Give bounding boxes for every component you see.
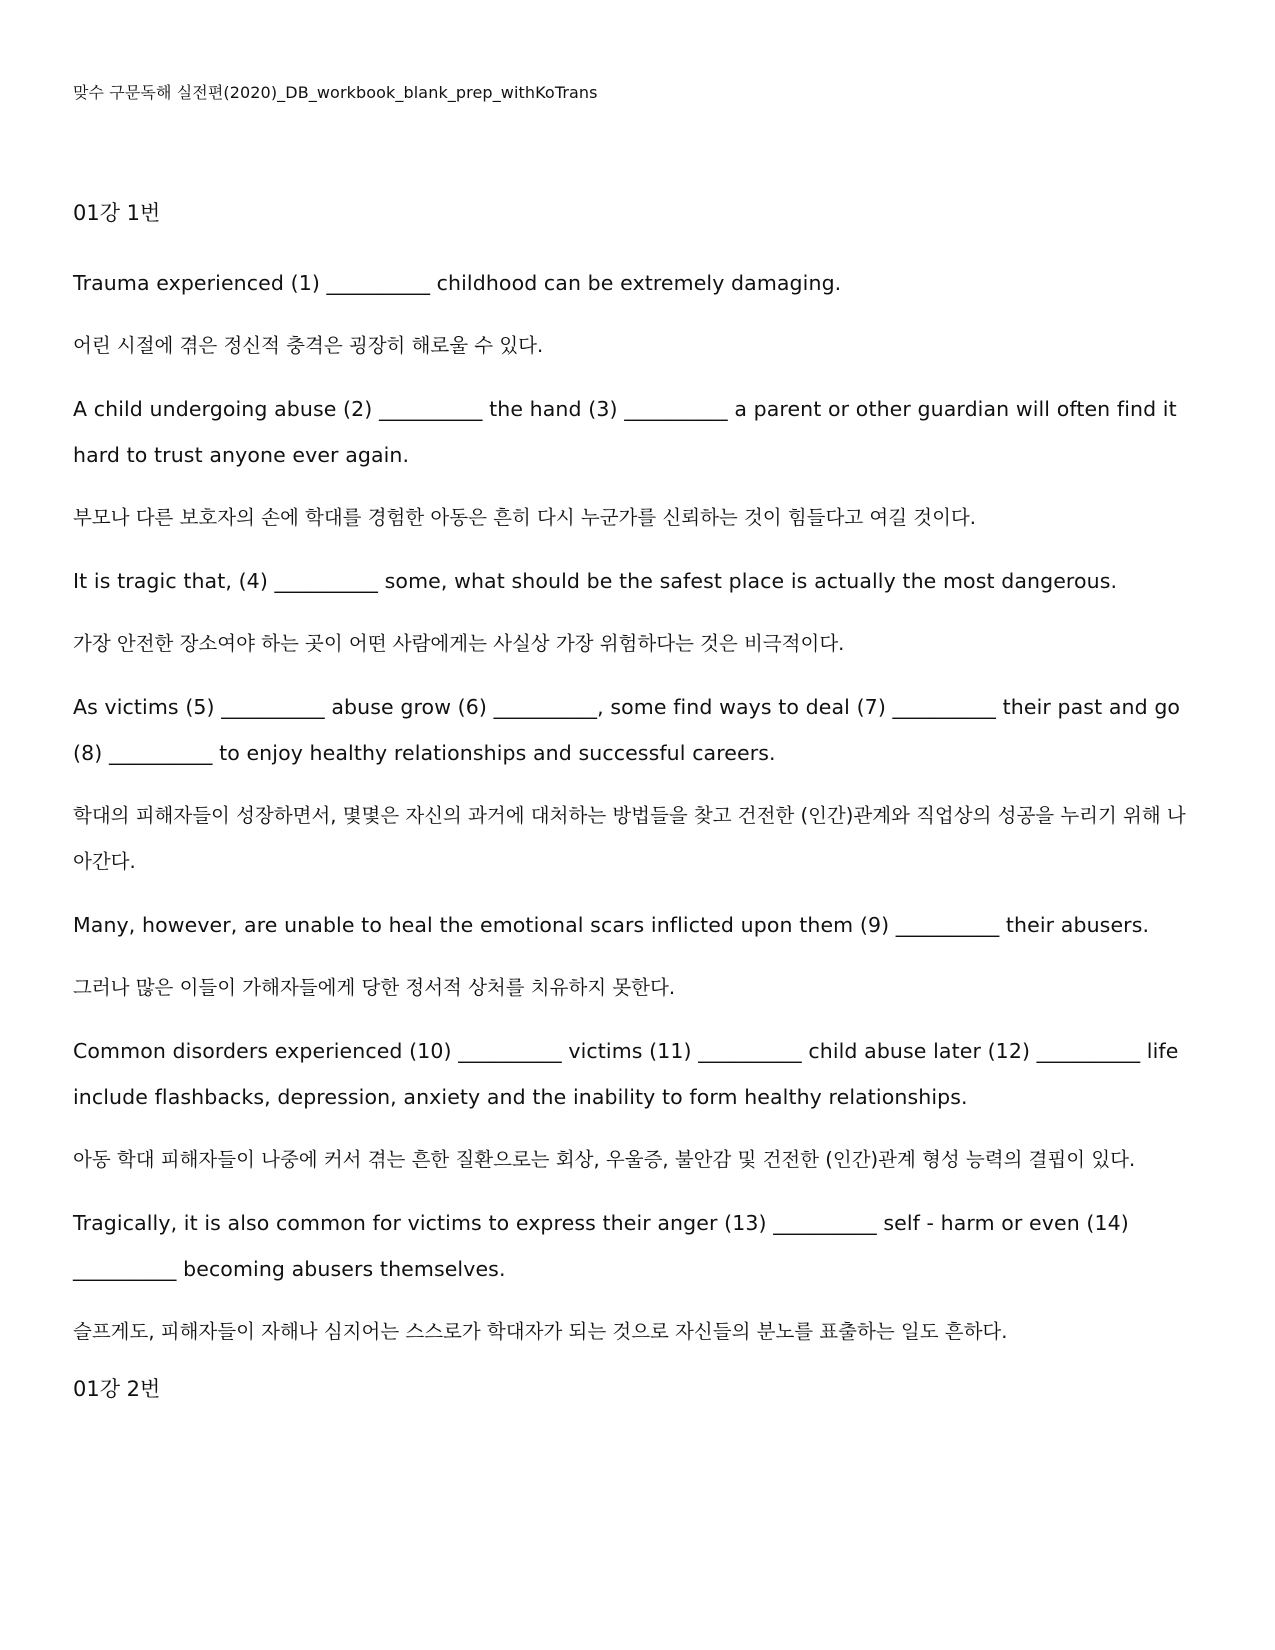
- korean-translation: 부모나 다른 보호자의 손에 학대를 경험한 아동은 흔히 다시 누군가를 신뢰하는 것이 힘들다고 여길 것이다.: [73, 506, 976, 529]
- english-sentence: It is tragic that, (4) __________ some, what should be the safest place is actually the most dangerous.: [73, 569, 1118, 593]
- sentence-pair: [73, 684, 1203, 885]
- korean-translation: 슬프게도, 피해자들이 자해나 심지어는 스스로가 학대자가 되는 것으로 자신들의 분노를 표출하는 일도 흔하다.: [73, 1320, 1008, 1343]
- korean-translation: 학대의 피해자들이 성장하면서, 몇몇은 자신의 과거에 대처하는 방법들을 찾고 건전한 (인간)관계와 직업상의 성공을 누리기 위해 나아간다.: [73, 804, 1186, 873]
- document-header: 맞수 구문독해 실전편(2020)_DB_workbook_blank_prep_withKoTrans: [73, 83, 598, 102]
- sentence-pair: [73, 386, 1203, 541]
- sentence-pair: [73, 558, 1203, 667]
- lesson-label: 01강 2번: [73, 1377, 161, 1401]
- lesson-label: 01강 1번: [73, 201, 161, 225]
- sentence-pair: [73, 260, 1203, 369]
- korean-translation: 아동 학대 피해자들이 나중에 커서 겪는 흔한 질환으로는 회상, 우울증, 불안감 및 건전한 (인간)관계 형성 능력의 결핍이 있다.: [73, 1148, 1136, 1171]
- sentence-pair: [73, 1028, 1203, 1183]
- english-sentence: Common disorders experienced (10) __________ victims (11) __________ child abuse later (12) __________ life include flashbacks, depression, anxiety and the inability to form healthy relationships.: [73, 1039, 1179, 1109]
- english-sentence: Tragically, it is also common for victims to express their anger (13) __________ self - harm or even (14) __________ becoming abusers themselves.: [73, 1211, 1129, 1281]
- document-content: [73, 196, 1203, 1436]
- sentence-pair: [73, 902, 1203, 1011]
- english-sentence: A child undergoing abuse (2) __________ the hand (3) __________ a parent or other guardian will often find it hard to trust anyone ever again.: [73, 397, 1177, 467]
- korean-translation: 가장 안전한 장소여야 하는 곳이 어떤 사람에게는 사실상 가장 위험하다는 것은 비극적이다.: [73, 632, 845, 655]
- korean-translation: 어린 시절에 겪은 정신적 충격은 굉장히 해로울 수 있다.: [73, 334, 544, 357]
- english-sentence: Many, however, are unable to heal the emotional scars inflicted upon them (9) __________ their abusers.: [73, 913, 1150, 937]
- english-sentence: As victims (5) __________ abuse grow (6) __________, some find ways to deal (7) __________ their past and go (8) __________ to enjoy healthy relationships and successful careers.: [73, 695, 1181, 765]
- korean-translation: 그러나 많은 이들이 가해자들에게 당한 정서적 상처를 치유하지 못한다.: [73, 976, 676, 999]
- english-sentence: Trauma experienced (1) __________ childhood can be extremely damaging.: [73, 271, 842, 295]
- sentence-pair: [73, 1200, 1203, 1355]
